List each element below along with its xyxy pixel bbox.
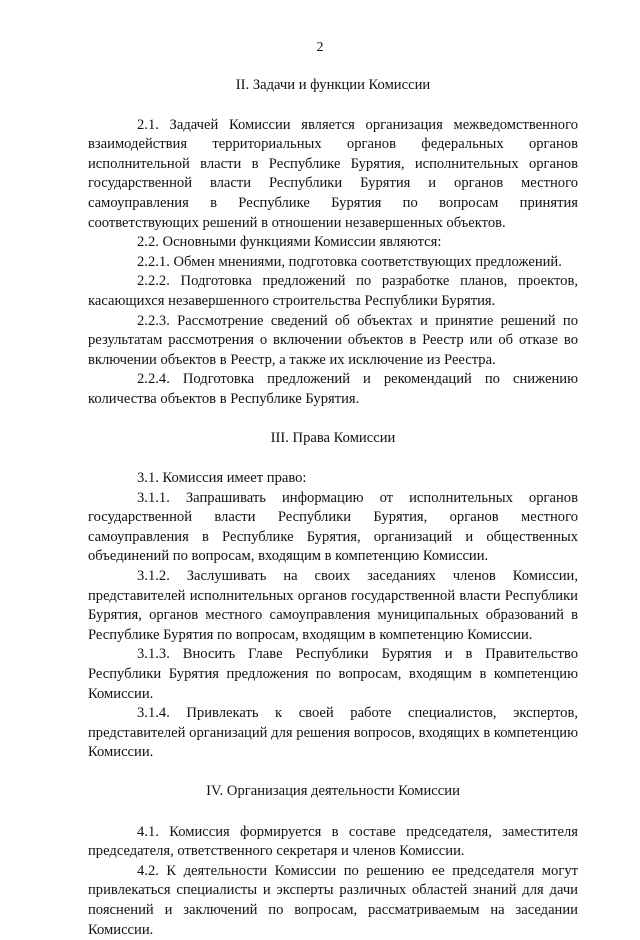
paragraph: 4.1. Комиссия формируется в составе председателя, заместителя председателя, ответственного секретаря и членов Комиссии.: [88, 823, 578, 860]
paragraph: 2.1. Задачей Комиссии является организация межведомственного взаимодействия территориальных органов федеральных органов исполнительной власти в Республике Бурятия, исполнительных органов государственной власти Республики Бурятия и органов местного самоуправления в Республике Бурятия по вопросам принятия соответствующих решений в отношении незавершенных объектов.: [88, 116, 578, 231]
section-organization: [88, 782, 578, 940]
paragraph: 2.2. Основными функциями Комиссии являются:: [137, 234, 442, 251]
paragraph: 3.1. Комиссия имеет право:: [137, 470, 307, 487]
paragraph: 3.1.3. Вносить Главе Республики Бурятия и в Правительство Республики Бурятия предложения по вопросам, входящим в компетенцию Комиссии.: [88, 646, 578, 702]
section-rights: [88, 429, 578, 764]
paragraph: 2.2.1. Обмен мнениями, подготовка соответствующих предложений.: [137, 253, 562, 270]
section-heading: II. Задачи и функции Комиссии: [235, 77, 431, 93]
paragraph: 2.2.4. Подготовка предложений и рекомендаций по снижению количества объектов в Республике Бурятия.: [88, 371, 578, 407]
section-heading: III. Права Комиссии: [270, 429, 396, 446]
paragraph: 4.2. К деятельности Комиссии по решению ее председателя могут привлекаться специалисты и эксперты различных областей знаний для дачи пояснений и заключений по вопросам, рассматриваемым на заседании Комиссии.: [88, 862, 578, 938]
section-tasks-and-functions: [88, 76, 578, 410]
document-body: [88, 72, 578, 940]
page-number: 2: [316, 40, 324, 55]
paragraph: 2.2.3. Рассмотрение сведений об объектах и принятие решений по результатам рассмотрения о включении объектов в Реестр или об отказе во включении объектов в Реестр, а также их исключение из Реестра.: [88, 312, 578, 368]
section-heading: IV. Организация деятельности Комиссии: [206, 783, 460, 799]
paragraph: 2.2.2. Подготовка предложений по разработке планов, проектов, касающихся незавершенного строительства Республики Бурятия.: [88, 273, 578, 309]
paragraph: 3.1.1. Запрашивать информацию от исполнительных органов государственной власти Республики Бурятия, органов местного самоуправления в Республике Бурятия, организаций и общественных объединений по вопросам, входящим в компетенцию Комиссии.: [88, 489, 578, 565]
paragraph: 3.1.2. Заслушивать на своих заседаниях членов Комиссии, представителей исполнительных органов государственной власти Республики Бурятия, органов местного самоуправления муниципальных образований в Республике Бурятия по вопросам, входящим в компетенцию Комиссии.: [88, 568, 578, 643]
paragraph: 3.1.4. Привлекать к своей работе специалистов, экспертов, представителей организаций для решения вопросов, входящих в компетенцию Комиссии.: [88, 705, 578, 761]
